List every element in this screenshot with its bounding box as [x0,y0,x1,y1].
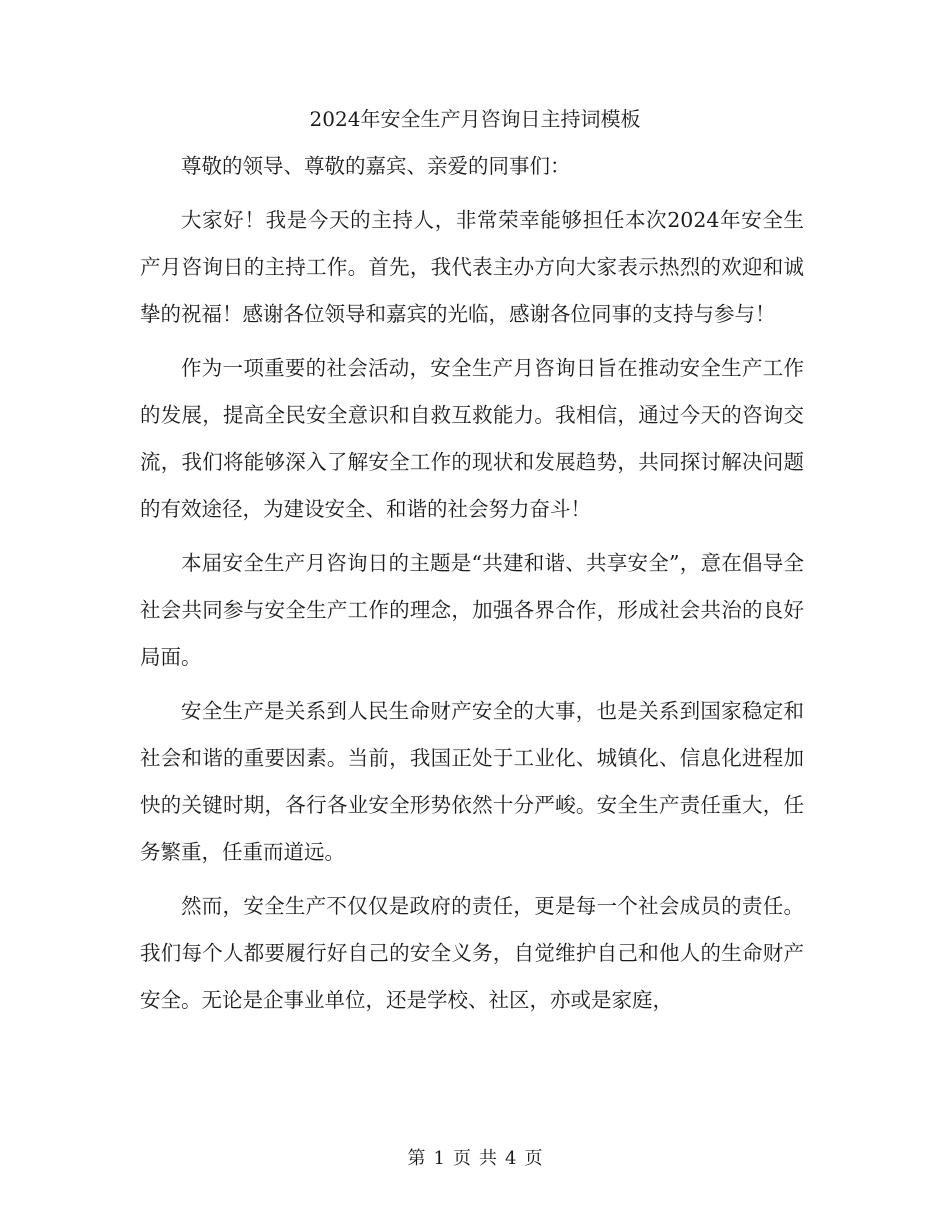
footer-prefix: 第 [407,1148,426,1169]
body-paragraph: 作为一项重要的社会活动，安全生产月咨询日旨在推动安全生产工作的发展，提高全民安全意识和自救互救能力。我相信，通过今天的咨询交流，我们将能够深入了解安全工作的现状和发展趋势，共同探讨解决问题的有效途径，为建设安全、和谐的社会努力奋斗！ [140,356,804,521]
footer-total-prefix: 共 [479,1148,497,1169]
salutation-paragraph: 尊敬的领导、尊敬的嘉宾、亲爱的同事们： [181,154,571,178]
footer-total-pages: 4 [505,1148,517,1169]
footer-current-page: 1 [433,1148,445,1169]
body-paragraph: 本届安全生产月咨询日的主题是“共建和谐、共享安全”，意在倡导全社会共同参与安全生产工作的理念，加强各界合作，形成社会共治的良好局面。 [140,551,804,669]
footer-total-suffix: 页 [524,1148,543,1169]
body-paragraph: 然而，安全生产不仅仅是政府的责任，更是每一个社会成员的责任。我们每个人都要履行好自己的安全义务，自觉维护自己和他人的生命财产安全。无论是企事业单位，还是学校、社区，亦或是家庭， [140,894,804,1012]
body-paragraph: 安全生产是关系到人民生命财产安全的大事，也是关系到国家稳定和社会和谐的重要因素。当前，我国正处于工业化、城镇化、信息化进程加快的关键时期，各行各业安全形势依然十分严峻。安全生产责任重大，任务繁重，任重而道远。 [140,699,804,864]
body-paragraph: 大家好！我是今天的主持人，非常荣幸能够担任本次2024年安全生产月咨询日的主持工作。首先，我代表主办方向大家表示热烈的欢迎和诚挚的祝福！感谢各位领导和嘉宾的光临，感谢各位同事的支持与参与！ [140,208,804,326]
document-body [140,143,804,1031]
footer-page-word: 页 [453,1148,471,1169]
page-footer [0,1146,950,1172]
document-title: 2024年安全生产月咨询日主持词模板 [309,107,641,131]
